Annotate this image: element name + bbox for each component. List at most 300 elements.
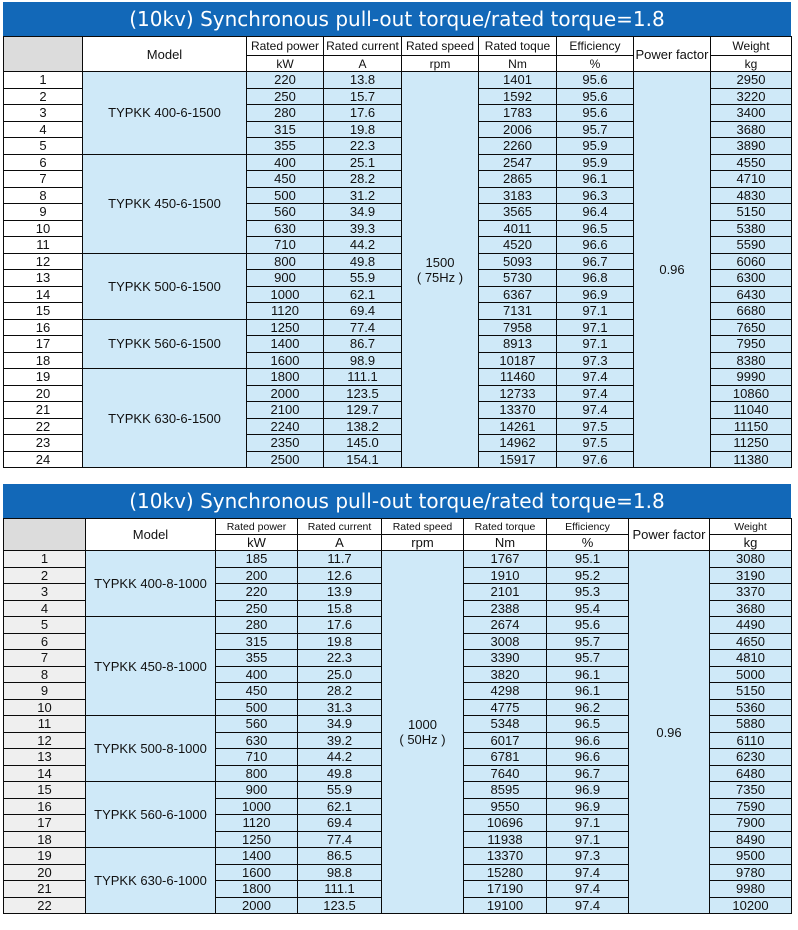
rated-current-value: 25.1 <box>324 154 402 171</box>
efficiency-value: 97.4 <box>547 897 629 914</box>
model-name: TYPKK 560-6-1000 <box>86 782 216 848</box>
rated-torque-value: 10696 <box>464 815 547 832</box>
efficiency-value: 97.4 <box>557 369 634 386</box>
efficiency-value: 97.4 <box>557 402 634 419</box>
efficiency-header: Efficiency <box>557 37 634 56</box>
row-number: 9 <box>4 683 86 700</box>
rated-current-value: 15.7 <box>324 88 402 105</box>
rated-power-value: 450 <box>216 683 298 700</box>
rated-power-header: Rated power <box>216 519 298 535</box>
rated-power-value: 560 <box>247 204 324 221</box>
row-number: 15 <box>4 782 86 799</box>
rated-torque-value: 14962 <box>479 435 557 452</box>
weight-value: 6110 <box>710 732 792 749</box>
efficiency-value: 97.3 <box>547 848 629 865</box>
rated-torque-value: 4011 <box>479 220 557 237</box>
weight-value: 4550 <box>711 154 792 171</box>
rated-power-unit: kW <box>247 56 324 72</box>
rated-current-value: 19.8 <box>298 633 382 650</box>
efficiency-value: 95.7 <box>547 633 629 650</box>
rated-power-value: 250 <box>216 600 298 617</box>
rated-power-value: 450 <box>247 171 324 188</box>
rated-torque-value: 2260 <box>479 138 557 155</box>
efficiency-value: 97.4 <box>547 881 629 898</box>
rated-current-value: 28.2 <box>324 171 402 188</box>
rated-current-value: 98.8 <box>298 864 382 881</box>
power-factor-header: Power factor <box>634 37 711 72</box>
table-title: (10kv) Synchronous pull-out torque/rated torque=1.8 <box>3 2 791 36</box>
efficiency-value: 96.5 <box>547 716 629 733</box>
efficiency-value: 96.7 <box>547 765 629 782</box>
power-factor-value: 0.96 <box>629 551 710 914</box>
rated-current-value: 44.2 <box>324 237 402 254</box>
rated-current-value: 55.9 <box>324 270 402 287</box>
row-number: 11 <box>4 716 86 733</box>
row-number: 1 <box>4 72 83 89</box>
rated-power-value: 400 <box>216 666 298 683</box>
rated-current-value: 28.2 <box>298 683 382 700</box>
rated-torque-value: 8595 <box>464 782 547 799</box>
model-name: TYPKK 400-8-1000 <box>86 551 216 617</box>
rated-torque-value: 1401 <box>479 72 557 89</box>
rated-power-value: 2500 <box>247 451 324 468</box>
rated-torque-value: 1767 <box>464 551 547 568</box>
efficiency-value: 95.9 <box>557 138 634 155</box>
rated-torque-value: 6367 <box>479 286 557 303</box>
weight-value: 3680 <box>711 121 792 138</box>
rated-power-value: 2350 <box>247 435 324 452</box>
efficiency-value: 96.4 <box>557 204 634 221</box>
rated-power-value: 280 <box>247 105 324 122</box>
rated-speed-header: Rated speed <box>382 519 464 535</box>
rated-current-value: 13.9 <box>298 584 382 601</box>
row-number: 13 <box>4 270 83 287</box>
model-header: Model <box>83 37 247 72</box>
rated-torque-value: 6781 <box>464 749 547 766</box>
row-number: 22 <box>4 418 83 435</box>
rated-torque-value: 3565 <box>479 204 557 221</box>
rated-power-value: 250 <box>247 88 324 105</box>
rated-torque-value: 2547 <box>479 154 557 171</box>
rated-torque-value: 11460 <box>479 369 557 386</box>
rated-speed-header: Rated speed <box>402 37 479 56</box>
rated-power-value: 1600 <box>247 352 324 369</box>
weight-value: 5380 <box>711 220 792 237</box>
weight-unit: kg <box>710 535 792 551</box>
rated-torque-value: 8913 <box>479 336 557 353</box>
efficiency-value: 96.1 <box>557 171 634 188</box>
efficiency-value: 97.1 <box>547 815 629 832</box>
efficiency-value: 95.6 <box>547 617 629 634</box>
rated-torque-value: 7958 <box>479 319 557 336</box>
rated-torque-value: 2674 <box>464 617 547 634</box>
rated-torque-value: 4775 <box>464 699 547 716</box>
row-number: 17 <box>4 336 83 353</box>
rated-current-value: 77.4 <box>324 319 402 336</box>
efficiency-value: 95.1 <box>547 551 629 568</box>
rated-speed-unit: rpm <box>402 56 479 72</box>
efficiency-value: 96.7 <box>557 253 634 270</box>
rated-torque-value: 17190 <box>464 881 547 898</box>
efficiency-value: 97.5 <box>557 418 634 435</box>
speed-frequency: ( 75Hz ) <box>416 269 464 285</box>
model-header: Model <box>86 519 216 551</box>
rated-power-value: 355 <box>216 650 298 667</box>
efficiency-value: 96.6 <box>557 237 634 254</box>
rated-torque-value: 2101 <box>464 584 547 601</box>
efficiency-value: 96.1 <box>547 666 629 683</box>
rated-current-value: 98.9 <box>324 352 402 369</box>
weight-value: 2950 <box>711 72 792 89</box>
efficiency-header: Efficiency <box>547 519 629 535</box>
rated-current-value: 11.7 <box>298 551 382 568</box>
weight-value: 5150 <box>710 683 792 700</box>
efficiency-value: 96.2 <box>547 699 629 716</box>
rated-current-header: Rated current <box>324 37 402 56</box>
rated-power-value: 630 <box>216 732 298 749</box>
table-row <box>4 72 792 89</box>
rated-power-value: 2100 <box>247 402 324 419</box>
row-number: 20 <box>4 864 86 881</box>
rated-power-value: 280 <box>216 617 298 634</box>
rated-current-value: 31.3 <box>298 699 382 716</box>
rated-power-value: 2240 <box>247 418 324 435</box>
model-name: TYPKK 630-6-1500 <box>83 369 247 468</box>
table-row <box>4 551 792 568</box>
weight-value: 3190 <box>710 567 792 584</box>
rated-current-value: 12.6 <box>298 567 382 584</box>
rated-current-value: 154.1 <box>324 451 402 468</box>
weight-value: 4710 <box>711 171 792 188</box>
rated-power-value: 2000 <box>247 385 324 402</box>
weight-value: 11250 <box>711 435 792 452</box>
model-name: TYPKK 500-8-1000 <box>86 716 216 782</box>
rated-torque-value: 2006 <box>479 121 557 138</box>
weight-value: 8490 <box>710 831 792 848</box>
row-number: 5 <box>4 617 86 634</box>
row-number: 2 <box>4 567 86 584</box>
rated-torque-value: 7640 <box>464 765 547 782</box>
row-number: 6 <box>4 633 86 650</box>
efficiency-value: 96.3 <box>557 187 634 204</box>
efficiency-value: 97.5 <box>557 435 634 452</box>
row-number: 16 <box>4 798 86 815</box>
corner-cell <box>4 519 86 551</box>
rated-power-value: 500 <box>216 699 298 716</box>
rated-torque-value: 15280 <box>464 864 547 881</box>
rated-power-value: 1120 <box>216 815 298 832</box>
rated-torque-value: 10187 <box>479 352 557 369</box>
speed-frequency: ( 50Hz ) <box>399 732 446 747</box>
rated-current-value: 31.2 <box>324 187 402 204</box>
rated-power-value: 900 <box>247 270 324 287</box>
row-number: 21 <box>4 402 83 419</box>
rated-torque-header: Rated torque <box>464 519 547 535</box>
rated-current-value: 17.6 <box>324 105 402 122</box>
weight-value: 7350 <box>710 782 792 799</box>
weight-value: 3220 <box>711 88 792 105</box>
weight-value: 7650 <box>711 319 792 336</box>
weight-value: 9500 <box>710 848 792 865</box>
efficiency-value: 95.6 <box>557 88 634 105</box>
weight-value: 7950 <box>711 336 792 353</box>
rated-power-value: 1000 <box>247 286 324 303</box>
row-number: 12 <box>4 253 83 270</box>
spec-panel-1000rpm <box>3 484 791 917</box>
rated-torque-value: 1592 <box>479 88 557 105</box>
rated-torque-value: 1783 <box>479 105 557 122</box>
efficiency-value: 96.8 <box>557 270 634 287</box>
row-number: 15 <box>4 303 83 320</box>
rated-power-value: 2000 <box>216 897 298 914</box>
weight-value: 8380 <box>711 352 792 369</box>
efficiency-value: 97.4 <box>557 385 634 402</box>
spec-table <box>3 518 792 914</box>
efficiency-value: 95.6 <box>557 105 634 122</box>
rated-power-value: 560 <box>216 716 298 733</box>
row-number: 22 <box>4 897 86 914</box>
rated-power-value: 1800 <box>247 369 324 386</box>
rated-speed-value <box>382 551 464 914</box>
row-number: 10 <box>4 699 86 716</box>
weight-header: Weight <box>710 519 792 535</box>
efficiency-value: 97.1 <box>547 831 629 848</box>
weight-value: 9780 <box>710 864 792 881</box>
rated-current-value: 77.4 <box>298 831 382 848</box>
efficiency-value: 96.9 <box>547 782 629 799</box>
weight-value: 4650 <box>710 633 792 650</box>
row-number: 3 <box>4 105 83 122</box>
weight-value: 11380 <box>711 451 792 468</box>
rated-speed-unit: rpm <box>382 535 464 551</box>
weight-value: 11040 <box>711 402 792 419</box>
rated-current-value: 111.1 <box>298 881 382 898</box>
rated-current-value: 123.5 <box>324 385 402 402</box>
rated-torque-value: 9550 <box>464 798 547 815</box>
weight-header: Weight <box>711 37 792 56</box>
model-name: TYPKK 450-6-1500 <box>83 154 247 253</box>
rated-current-value: 25.0 <box>298 666 382 683</box>
rated-current-value: 69.4 <box>298 815 382 832</box>
row-number: 18 <box>4 352 83 369</box>
rated-torque-value: 13370 <box>479 402 557 419</box>
rated-current-value: 62.1 <box>298 798 382 815</box>
row-number: 12 <box>4 732 86 749</box>
rated-current-value: 39.3 <box>324 220 402 237</box>
row-number: 11 <box>4 237 83 254</box>
efficiency-value: 97.6 <box>557 451 634 468</box>
rated-current-value: 123.5 <box>298 897 382 914</box>
row-number: 13 <box>4 749 86 766</box>
spec-panel-1500rpm <box>3 2 791 470</box>
rated-torque-value: 1910 <box>464 567 547 584</box>
rated-current-value: 22.3 <box>324 138 402 155</box>
rated-current-value: 39.2 <box>298 732 382 749</box>
weight-value: 7900 <box>710 815 792 832</box>
rated-current-unit: A <box>298 535 382 551</box>
efficiency-value: 97.1 <box>557 303 634 320</box>
row-number: 10 <box>4 220 83 237</box>
rated-current-value: 86.7 <box>324 336 402 353</box>
rated-power-header: Rated power <box>247 37 324 56</box>
rated-torque-value: 2865 <box>479 171 557 188</box>
weight-value: 10200 <box>710 897 792 914</box>
weight-value: 10860 <box>711 385 792 402</box>
efficiency-value: 95.3 <box>547 584 629 601</box>
rated-torque-value: 3183 <box>479 187 557 204</box>
rated-current-value: 138.2 <box>324 418 402 435</box>
rated-torque-value: 5730 <box>479 270 557 287</box>
rated-power-value: 355 <box>247 138 324 155</box>
rated-current-value: 19.8 <box>324 121 402 138</box>
row-number: 21 <box>4 881 86 898</box>
efficiency-value: 96.1 <box>547 683 629 700</box>
weight-value: 5880 <box>710 716 792 733</box>
row-number: 20 <box>4 385 83 402</box>
model-name: TYPKK 630-6-1000 <box>86 848 216 914</box>
rated-current-unit: A <box>324 56 402 72</box>
efficiency-value: 95.2 <box>547 567 629 584</box>
rated-power-value: 1000 <box>216 798 298 815</box>
weight-value: 3890 <box>711 138 792 155</box>
rated-current-value: 22.3 <box>298 650 382 667</box>
row-number: 24 <box>4 451 83 468</box>
efficiency-value: 97.1 <box>557 319 634 336</box>
efficiency-value: 95.6 <box>557 72 634 89</box>
rated-power-value: 1800 <box>216 881 298 898</box>
rated-current-value: 34.9 <box>324 204 402 221</box>
row-number: 14 <box>4 286 83 303</box>
rated-power-value: 185 <box>216 551 298 568</box>
efficiency-value: 97.3 <box>557 352 634 369</box>
row-number: 3 <box>4 584 86 601</box>
weight-value: 5150 <box>711 204 792 221</box>
row-number: 8 <box>4 666 86 683</box>
rated-torque-value: 6017 <box>464 732 547 749</box>
row-number: 4 <box>4 600 86 617</box>
row-number: 23 <box>4 435 83 452</box>
weight-value: 9980 <box>710 881 792 898</box>
rated-current-value: 111.1 <box>324 369 402 386</box>
weight-value: 4490 <box>710 617 792 634</box>
efficiency-value: 97.1 <box>557 336 634 353</box>
weight-value: 5360 <box>710 699 792 716</box>
rated-power-value: 315 <box>216 633 298 650</box>
rated-current-value: 62.1 <box>324 286 402 303</box>
rated-current-value: 55.9 <box>298 782 382 799</box>
weight-value: 3400 <box>711 105 792 122</box>
spec-table <box>3 36 792 468</box>
rated-torque-value: 4298 <box>464 683 547 700</box>
row-number: 18 <box>4 831 86 848</box>
model-name: TYPKK 450-8-1000 <box>86 617 216 716</box>
rated-torque-unit: Nm <box>464 535 547 551</box>
weight-value: 4830 <box>711 187 792 204</box>
rated-current-value: 49.8 <box>298 765 382 782</box>
weight-value: 4810 <box>710 650 792 667</box>
rated-torque-value: 5093 <box>479 253 557 270</box>
rated-power-value: 1250 <box>247 319 324 336</box>
weight-value: 5590 <box>711 237 792 254</box>
weight-value: 3370 <box>710 584 792 601</box>
rated-power-value: 900 <box>216 782 298 799</box>
efficiency-value: 97.4 <box>547 864 629 881</box>
weight-value: 6230 <box>710 749 792 766</box>
rated-torque-value: 15917 <box>479 451 557 468</box>
rated-torque-value: 3820 <box>464 666 547 683</box>
rated-torque-value: 2388 <box>464 600 547 617</box>
rated-torque-value: 11938 <box>464 831 547 848</box>
rated-power-value: 220 <box>216 584 298 601</box>
weight-value: 6300 <box>711 270 792 287</box>
rated-torque-value: 5348 <box>464 716 547 733</box>
rated-current-value: 13.8 <box>324 72 402 89</box>
rated-current-value: 34.9 <box>298 716 382 733</box>
row-number: 1 <box>4 551 86 568</box>
rated-power-value: 710 <box>247 237 324 254</box>
rated-power-value: 1600 <box>216 864 298 881</box>
efficiency-value: 96.5 <box>557 220 634 237</box>
efficiency-value: 95.7 <box>557 121 634 138</box>
efficiency-value: 96.6 <box>547 732 629 749</box>
row-number: 19 <box>4 848 86 865</box>
weight-value: 6060 <box>711 253 792 270</box>
rated-power-value: 220 <box>247 72 324 89</box>
rated-power-value: 315 <box>247 121 324 138</box>
rated-power-value: 1250 <box>216 831 298 848</box>
corner-cell <box>4 37 83 72</box>
row-number: 8 <box>4 187 83 204</box>
model-name: TYPKK 560-6-1500 <box>83 319 247 369</box>
weight-value: 11150 <box>711 418 792 435</box>
rated-power-value: 1400 <box>216 848 298 865</box>
weight-value: 9990 <box>711 369 792 386</box>
speed-rpm: 1500 <box>425 254 455 270</box>
power-factor-value: 0.96 <box>634 72 711 468</box>
efficiency-value: 95.7 <box>547 650 629 667</box>
efficiency-value: 96.9 <box>547 798 629 815</box>
weight-value: 7590 <box>710 798 792 815</box>
power-factor-header: Power factor <box>629 519 710 551</box>
row-number: 7 <box>4 650 86 667</box>
weight-value: 3680 <box>710 600 792 617</box>
rated-power-value: 1120 <box>247 303 324 320</box>
weight-value: 6430 <box>711 286 792 303</box>
weight-unit: kg <box>711 56 792 72</box>
rated-torque-value: 3390 <box>464 650 547 667</box>
rated-power-value: 800 <box>247 253 324 270</box>
rated-power-value: 1400 <box>247 336 324 353</box>
rated-power-value: 200 <box>216 567 298 584</box>
row-number: 2 <box>4 88 83 105</box>
efficiency-unit: % <box>547 535 629 551</box>
rated-current-value: 15.8 <box>298 600 382 617</box>
row-number: 19 <box>4 369 83 386</box>
rated-current-value: 145.0 <box>324 435 402 452</box>
rated-power-unit: kW <box>216 535 298 551</box>
rated-torque-value: 19100 <box>464 897 547 914</box>
efficiency-value: 96.6 <box>547 749 629 766</box>
efficiency-value: 96.9 <box>557 286 634 303</box>
rated-current-value: 129.7 <box>324 402 402 419</box>
row-number: 14 <box>4 765 86 782</box>
rated-power-value: 500 <box>247 187 324 204</box>
model-name: TYPKK 400-6-1500 <box>83 72 247 155</box>
model-name: TYPKK 500-6-1500 <box>83 253 247 319</box>
row-number: 5 <box>4 138 83 155</box>
efficiency-unit: % <box>557 56 634 72</box>
weight-value: 5000 <box>710 666 792 683</box>
